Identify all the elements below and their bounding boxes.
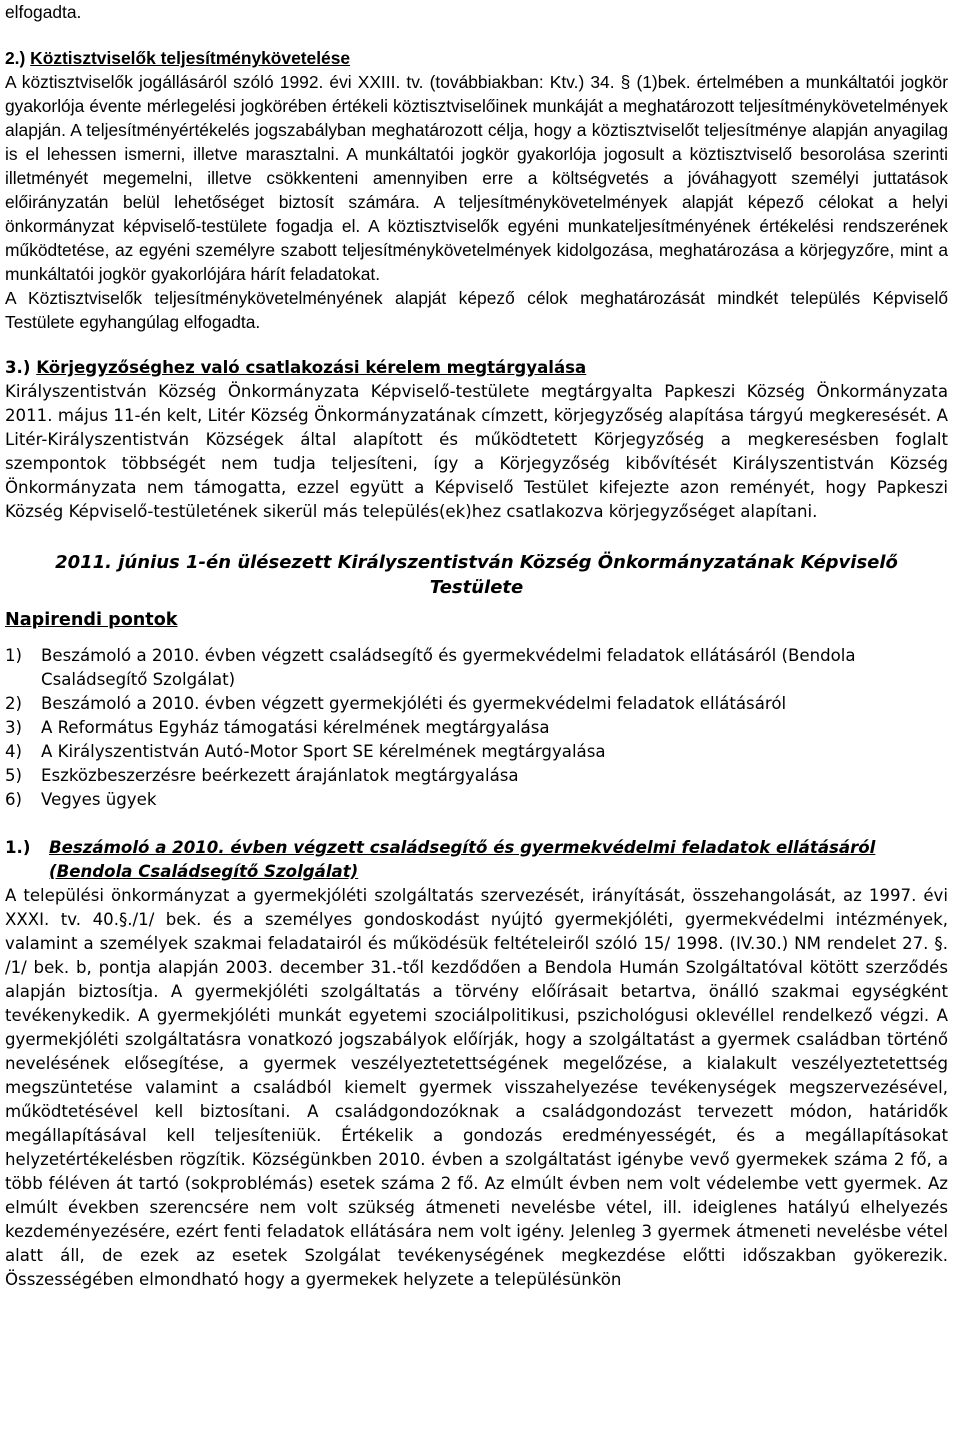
agenda-item-number: 2) bbox=[5, 694, 23, 713]
section-2-heading bbox=[5, 46, 948, 70]
section-3-title: Körjegyzőséghez való csatlakozási kérelem megtárgyalása bbox=[36, 358, 587, 377]
agenda-item-text: Beszámoló a 2010. évben végzett családsegítő és gyermekvédelmi feladatok ellátásáról (Bendola Családsegítő Szolgálat) bbox=[41, 646, 856, 689]
agenda-item bbox=[5, 788, 948, 812]
agenda-item bbox=[5, 716, 948, 740]
section-3-number: 3.) bbox=[5, 358, 31, 377]
agenda-item-number: 6) bbox=[5, 790, 23, 809]
agenda-item bbox=[5, 764, 948, 788]
meeting-title-line-1: 2011. június 1-én ülésezett Királyszentistván Község Önkormányzatának Képviselő bbox=[55, 552, 898, 573]
meeting-title-line-2: Testülete bbox=[429, 577, 524, 598]
agenda-item bbox=[5, 692, 948, 716]
agenda-item-number: 5) bbox=[5, 766, 23, 785]
agenda-item-number: 4) bbox=[5, 742, 23, 761]
agenda-item-text: Eszközbeszerzésre beérkezett árajánlatok megtárgyalása bbox=[41, 766, 519, 785]
section-3-body: Királyszentistván Község Önkormányzata Képviselő-testülete megtárgyalta Papkeszi Község Önkormányzata 2011. május 11-én kelt, Litér Község Önkormányzatának címzett, körjegyzőség alapítása tárgyú megkeresését. A Litér-Királyszentistván Községek által alapított és működtetett Körjegyzőség a megkeresésben foglalt szempontok többségét nem tudja teljesíteni, így a Körjegyzőség kibővítését Királyszentistván Község Önkormányzata nem támogatta, ezzel együtt a Képviselő Testület kifejezte azon reményét, hogy Papkeszi Község Képviselő-testületének sikerül más település(ek)hez csatlakozva körjegyzőséget alapítani. bbox=[5, 382, 948, 521]
section-1-number: 1.) bbox=[5, 838, 31, 857]
agenda-item-text: Beszámoló a 2010. évben végzett gyermekjóléti és gyermekvédelmi feladatok ellátásáról bbox=[41, 694, 787, 713]
agenda-title: Napirendi pontok bbox=[5, 610, 178, 630]
agenda-item-number: 1) bbox=[5, 646, 23, 665]
continued-text: elfogadta. bbox=[5, 2, 82, 22]
section-2-title: Köztisztviselők teljesítménykövetelése bbox=[30, 48, 351, 68]
agenda-item-text: A Református Egyház támogatási kérelmének megtárgyalása bbox=[41, 718, 550, 737]
section-3-heading bbox=[5, 356, 948, 380]
section-1-heading bbox=[5, 836, 948, 884]
agenda-item-text: A Királyszentistván Autó-Motor Sport SE kérelmének megtárgyalása bbox=[41, 742, 606, 761]
meeting-title bbox=[5, 550, 948, 600]
section-2-body: A köztisztviselők jogállásáról szóló 1992. évi XXIII. tv. (továbbiakban: Ktv.) 34. § (1)bek. értelmében a munkáltatói jogkör gyakorlója évente mérlegelési jogkörében értékeli köztisztviselőinek munkáját a meghatározott teljesítménykövetelmények alapján. A teljesítményértékelés jogszabályban meghatározott célja, hogy a köztisztviselőt teljesítménye alapján anyagilag is el lehessen ismerni, illetve marasztalni. A munkáltatói jogkör gyakorlója jogosult a köztisztviselő besorolása szerinti illetményét megemelni, illetve csökkenteni amennyiben erre a költségvetés a jóváhagyott személyi juttatások előirányzatán belül lehetőséget biztosít számára. A teljesítménykövetelmények alapját képező célokat a helyi önkormányzat képviselő-testülete fogadja el. A köztisztviselők egyéni munkateljesítményének értékelési rendszerének működtetése, az egyéni személyre szabott teljesítménykövetelmények kidolgozása, meghatározása a körjegyzőre, mint a munkáltatói jogkör gyakorlójára hárít feladatokat. bbox=[5, 72, 948, 284]
agenda-item bbox=[5, 740, 948, 764]
section-1-body: A települési önkormányzat a gyermekjóléti szolgáltatás szervezését, irányítását, összehangolását, az 1997. évi XXXI. tv. 40.§./1/ bek. és a személyes gondoskodást nyújtó gyermekjóléti, gyermekvédelmi intézmények, valamint a személyek szakmai feladatairól és működésük feltételeiről szóló 15/ 1998. (IV.30.) NM rendelet 27. §. /1/ bek. b, pontja alapján 2003. december 31.-től kezdődően a Bendola Humán Szolgáltatóval kötött szerződés alapján biztosítja. A gyermekjóléti szolgáltatás a törvény előírásait betartva, önálló szakmai egységként tevékenykedik. A gyermekjóléti munkát egyetemi szociálpolitikusi, pszichológusi oklevéllel rendelkező végzi. A gyermekjóléti szolgáltatásra vonatkozó jogszabályok előírják, hogy a szolgáltatást a gyermek családban történő nevelésének elősegítése, a gyermek veszélyeztetettségének megelőzése, a kialakult veszélyeztetettség megszüntetése valamint a családból kiemelt gyermek visszahelyezése tevékenységek megszervezésével, működtetésével kell biztosítani. A családgondozóknak a családgondozást tervezett módon, határidők megállapításával kell teljesíteniük. Értékelik a gondozás eredményességét, és a megállapításokat helyzetértékelésben rögzítik. Községünkben 2010. évben a szolgáltatást igénybe vevő gyermekek száma 2 fő, a több féléven át tartó (sokproblémás) esetek száma 2 fő. Az elmúlt évben nem volt védelembe vett gyermek. Az elmúlt években szerencsére nem volt szükség átmeneti nevelésbe vétel, ill. ideiglenes hatályú elhelyezés kezdeményezésére, ezért fenti feladatok ellátására nem volt igény. Jelenleg 3 gyermek átmeneti nevelésbe vétel alatt áll, de ezek az esetek Szolgálat tevékenységének megkezdése előtti időszakban gyökerezik. Összességében elmondható hogy a gyermekek helyzete a településünkön bbox=[5, 886, 948, 1289]
agenda-item bbox=[5, 644, 948, 692]
section-2-body-2: A Köztisztviselők teljesítménykövetelményének alapját képező célok meghatározását mindkét település Képviselő Testülete egyhangúlag elfogadta. bbox=[5, 288, 948, 332]
section-1-title: Beszámoló a 2010. évben végzett családsegítő és gyermekvédelmi feladatok ellátásáról (Bendola Családsegítő Szolgálat) bbox=[49, 838, 876, 881]
section-2-number: 2.) bbox=[5, 48, 26, 68]
agenda-list bbox=[5, 644, 948, 812]
agenda-item-text: Vegyes ügyek bbox=[41, 790, 157, 809]
agenda-item-number: 3) bbox=[5, 718, 23, 737]
